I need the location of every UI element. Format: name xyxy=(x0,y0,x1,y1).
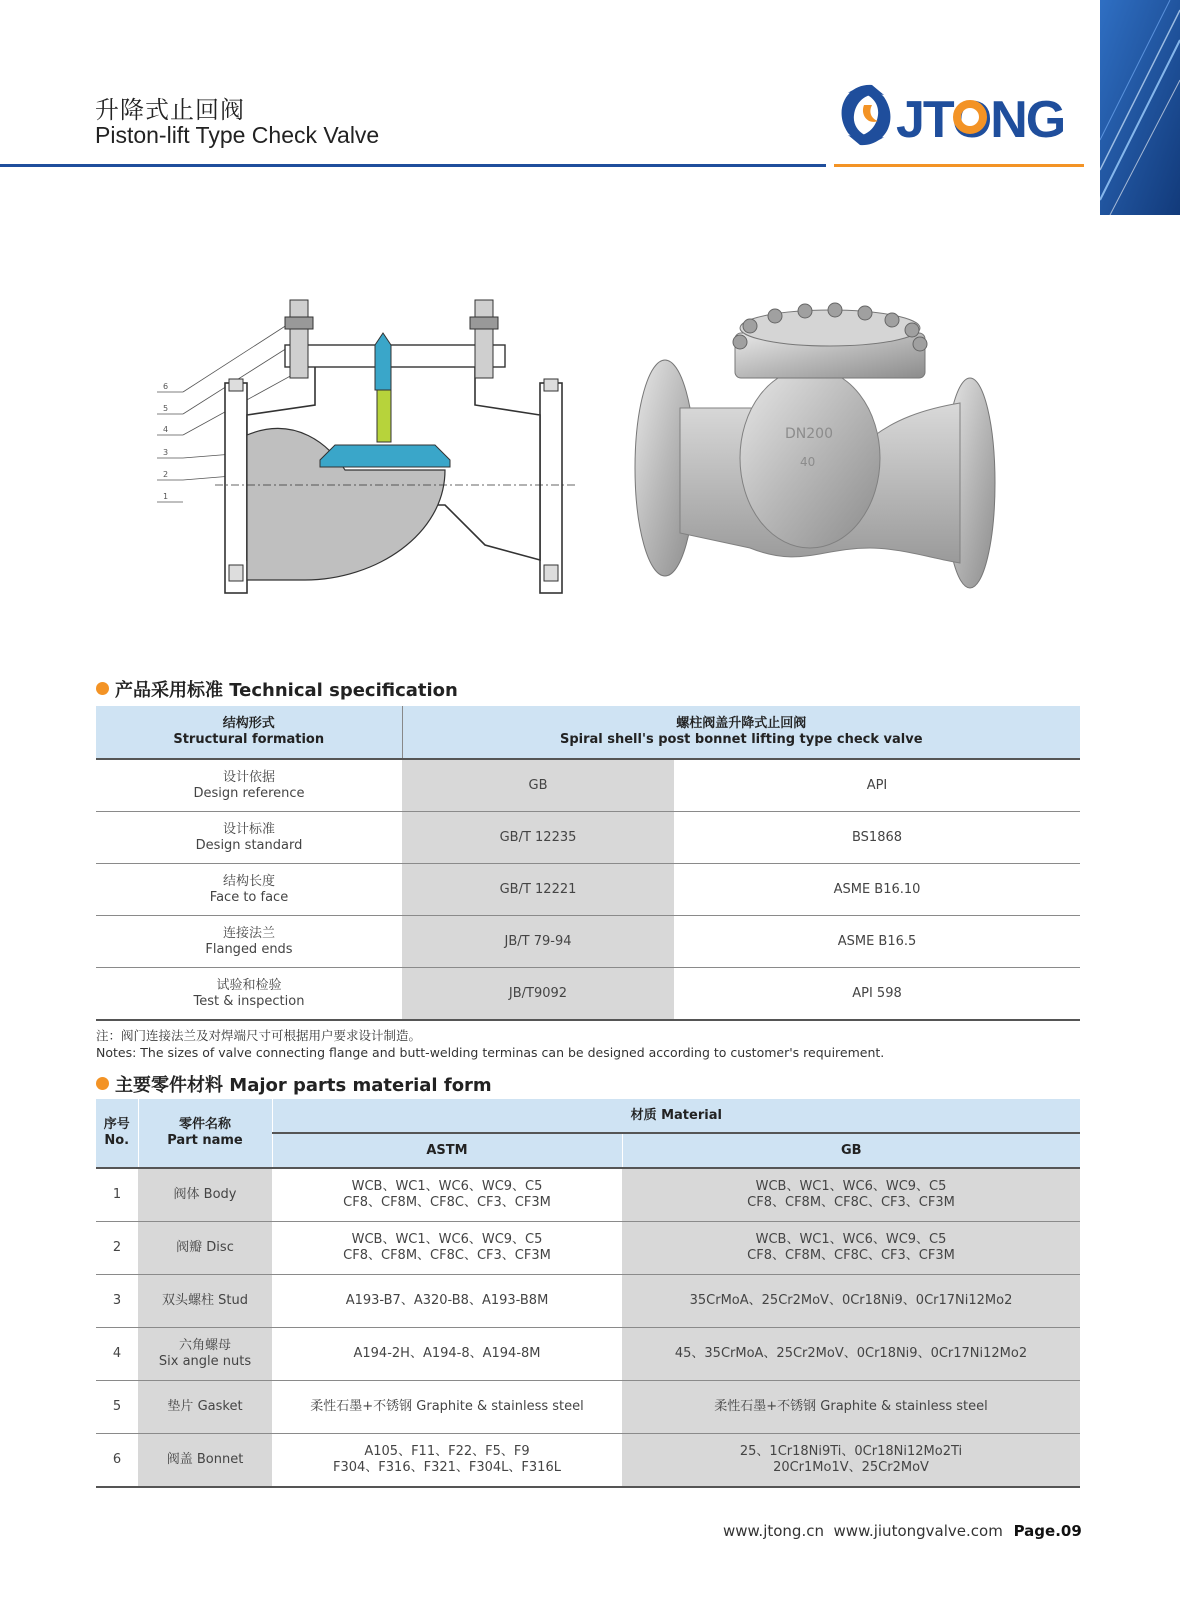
footer-url-jiutong[interactable]: www.jiutongvalve.com xyxy=(833,1522,1003,1540)
spec-gb-value: GB/T 12235 xyxy=(402,812,674,864)
row-no: 6 xyxy=(96,1434,138,1488)
row-part: 阀体 Body xyxy=(138,1168,272,1222)
table-row xyxy=(96,1328,1080,1381)
row-gb: 25、1Cr18Ni9Ti、0Cr18Ni12Mo2Ti 20Cr1Mo1V、25Cr2MoV xyxy=(622,1434,1080,1488)
spec-gb-value: JB/T 79-94 xyxy=(402,916,674,968)
spec-label: 设计依据 Design reference xyxy=(96,759,402,812)
row-astm: WCB、WC1、WC6、WC9、C5 CF8、CF8M、CF8C、CF3、CF3M xyxy=(272,1168,622,1222)
spec-note xyxy=(96,1027,884,1061)
logo-underline xyxy=(834,164,1084,167)
header-astm: ASTM xyxy=(272,1133,622,1168)
page-footer xyxy=(723,1522,1082,1540)
row-gb: 35CrMoA、25Cr2MoV、0Cr18Ni9、0Cr17Ni12Mo2 xyxy=(622,1275,1080,1328)
material-header-row xyxy=(96,1099,1080,1133)
logo-swirl-icon xyxy=(842,85,891,145)
callout-6: 6 xyxy=(163,382,169,391)
material-table xyxy=(96,1099,1080,1488)
table-row xyxy=(96,1434,1080,1488)
spec-heading-en: Technical specification xyxy=(229,680,458,701)
jtong-logo xyxy=(834,75,1084,155)
table-row xyxy=(96,812,1080,864)
spec-label: 设计标准 Design standard xyxy=(96,812,402,864)
row-no: 2 xyxy=(96,1222,138,1275)
spec-header-structure: 结构形式 Structural formation xyxy=(96,706,402,759)
photo-marking-pn: 40 xyxy=(800,455,816,469)
row-gb: 45、35CrMoA、25Cr2MoV、0Cr18Ni9、0Cr17Ni12Mo2 xyxy=(622,1328,1080,1381)
callout-2: 2 xyxy=(163,470,169,479)
row-no: 1 xyxy=(96,1168,138,1222)
footer-url-jtong[interactable]: www.jtong.cn xyxy=(723,1522,824,1540)
header-part-name: 零件名称 Part name xyxy=(138,1099,272,1168)
spec-section-heading xyxy=(96,676,458,702)
bullet-dot-icon xyxy=(96,1077,109,1090)
row-no: 3 xyxy=(96,1275,138,1328)
spec-header-type: 螺柱阀盖升降式止回阀 Spiral shell's post bonnet lifting type check valve xyxy=(402,706,1080,759)
table-row xyxy=(96,864,1080,916)
table-row xyxy=(96,1168,1080,1222)
page-title-en: Piston-lift Type Check Valve xyxy=(95,122,380,148)
row-part: 六角螺母 Six angle nuts xyxy=(138,1328,272,1381)
spec-api-value: ASME B16.10 xyxy=(674,864,1080,916)
row-gb: WCB、WC1、WC6、WC9、C5 CF8、CF8M、CF8C、CF3、CF3M xyxy=(622,1222,1080,1275)
callout-4: 4 xyxy=(163,425,169,434)
row-no: 5 xyxy=(96,1381,138,1434)
material-heading-en: Major parts material form xyxy=(229,1075,492,1096)
row-part: 阀盖 Bonnet xyxy=(138,1434,272,1488)
row-astm: A194-2H、A194-8、A194-8M xyxy=(272,1328,622,1381)
row-gb: WCB、WC1、WC6、WC9、C5 CF8、CF8M、CF8C、CF3、CF3M xyxy=(622,1168,1080,1222)
spec-api-value: BS1868 xyxy=(674,812,1080,864)
spec-heading-cn: 产品采用标准 xyxy=(115,680,223,701)
spec-header-row xyxy=(96,706,1080,759)
table-row xyxy=(96,1381,1080,1434)
table-row xyxy=(96,759,1080,812)
row-no: 4 xyxy=(96,1328,138,1381)
spec-label: 连接法兰 Flanged ends xyxy=(96,916,402,968)
note-en: Notes: The sizes of valve connecting flange and butt-welding terminas can be designed according to customer's requirement. xyxy=(96,1045,885,1060)
header-material: 材质 Material xyxy=(272,1099,1080,1133)
row-gb: 柔性石墨+不锈钢 Graphite & stainless steel xyxy=(622,1381,1080,1434)
technical-spec-table xyxy=(96,706,1080,1021)
material-heading-cn: 主要零件材料 xyxy=(115,1075,223,1096)
spec-gb-value: JB/T9092 xyxy=(402,968,674,1021)
spec-api-value: ASME B16.5 xyxy=(674,916,1080,968)
photo-marking-dn: DN200 xyxy=(785,426,833,442)
spec-gb-value: GB xyxy=(402,759,674,812)
valve-section-drawing xyxy=(155,295,585,615)
row-astm: A193-B7、A320-B8、A193-B8M xyxy=(272,1275,622,1328)
table-row xyxy=(96,1275,1080,1328)
callout-1: 1 xyxy=(163,492,169,501)
spec-api-value: API 598 xyxy=(674,968,1080,1021)
material-section-heading xyxy=(96,1071,492,1097)
header-no: 序号 No. xyxy=(96,1099,138,1168)
spec-label: 结构长度 Face to face xyxy=(96,864,402,916)
row-part: 双头螺柱 Stud xyxy=(138,1275,272,1328)
header-divider xyxy=(0,164,826,167)
bullet-dot-icon xyxy=(96,682,109,695)
valve-product-photo xyxy=(630,298,1030,603)
row-astm: A105、F11、F22、F5、F9 F304、F316、F321、F304L、F316L xyxy=(272,1434,622,1488)
note-cn: 注：阀门连接法兰及对焊端尺寸可根据用户要求设计制造。 xyxy=(96,1028,422,1043)
row-part: 阀瓣 Disc xyxy=(138,1222,272,1275)
spec-api-value: API xyxy=(674,759,1080,812)
table-row xyxy=(96,968,1080,1021)
logo-text: JTONG xyxy=(896,91,1065,149)
corner-stripes-decoration xyxy=(1100,0,1180,215)
header-gb: GB xyxy=(622,1133,1080,1168)
row-astm: WCB、WC1、WC6、WC9、C5 CF8、CF8M、CF8C、CF3、CF3M xyxy=(272,1222,622,1275)
row-part: 垫片 Gasket xyxy=(138,1381,272,1434)
page-number: Page.09 xyxy=(1013,1522,1082,1540)
row-astm: 柔性石墨+不锈钢 Graphite & stainless steel xyxy=(272,1381,622,1434)
spec-label: 试验和检验 Test & inspection xyxy=(96,968,402,1021)
callout-3: 3 xyxy=(163,448,169,457)
callout-5: 5 xyxy=(163,404,169,413)
page-title-cn: 升降式止回阀 xyxy=(95,96,245,124)
table-row xyxy=(96,916,1080,968)
spec-gb-value: GB/T 12221 xyxy=(402,864,674,916)
table-row xyxy=(96,1222,1080,1275)
drawing-callouts xyxy=(163,382,168,501)
